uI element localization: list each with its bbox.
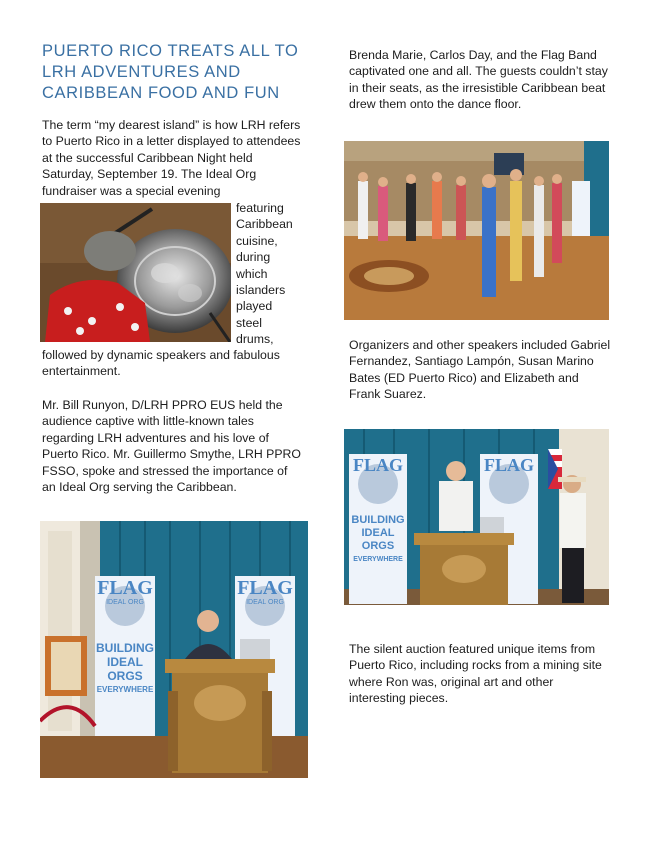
banner-text-left	[95, 641, 155, 697]
steel-drum-photo	[40, 203, 231, 342]
banner-logo-right-2: FLAG	[483, 455, 534, 475]
banner-logo-left-2: FLAG	[352, 455, 403, 475]
runyon-paragraph: Mr. Bill Runyon, D/LRH PPRO EUS held the audience captive with little-known tales regarding LRH adventures and his love of Puerto Rico. Mr. Guillermo Smythe, LRH PPRO FSSO, spoke and stressed the importance of an Ideal Org serving the Caribbean.	[42, 398, 301, 495]
banner-text-left-2	[349, 514, 407, 566]
wrap-line: Caribbean	[236, 217, 293, 232]
banner-line: IDEAL	[361, 527, 395, 539]
organizers-paragraph: Organizers and other speakers included Gabriel Fernandez, Santiago Lampón, Susan Marino Bates (ED Puerto Rico) and Elizabeth and Frank Suarez.	[349, 338, 611, 402]
banner-line: ORGS	[361, 540, 395, 552]
banner-line: BUILDING	[351, 514, 405, 526]
banner-logo-sub-right: IDEAL ORG	[246, 599, 284, 606]
article-title	[42, 41, 312, 104]
wrap-line: played	[236, 299, 273, 314]
banner-line: IDEAL	[107, 655, 143, 669]
wrap-line: steel	[236, 315, 262, 330]
auction-paragraph: The silent auction featured unique items from Puerto Rico, including rocks from a mining site where Ron was, original art and other interesting pieces.	[349, 642, 602, 706]
wrap-line: cuisine,	[236, 233, 278, 248]
wrap-line: during	[236, 250, 271, 265]
title-line-2: LRH ADVENTURES AND	[42, 63, 241, 81]
intro-wrap-column	[236, 200, 306, 348]
banner-logo-sub-left: IDEAL ORG	[106, 599, 144, 606]
intro-paragraph-end: followed by dynamic speakers and fabulous entertainment.	[42, 348, 280, 379]
intro-paragraph: The term “my dearest island” is how LRH refers to Puerto Rico in a letter displayed to attendees at the successful Caribbean Night held Saturday, September 19. The Ideal Org fundraiser was a special evening	[42, 118, 301, 198]
band-paragraph: Brenda Marie, Carlos Day, and the Flag Band captivated one and all. The guests couldn’t stay in their seats, as the irresistible Caribbean beat drew them onto the dance floor.	[349, 48, 608, 112]
title-line-1: PUERTO RICO TREATS ALL TO	[42, 42, 299, 60]
host-podium-photo	[344, 429, 609, 605]
dance-floor-photo	[344, 141, 609, 320]
wrap-line: drums,	[236, 332, 274, 347]
banner-logo-right: FLAG	[237, 577, 293, 599]
banner-line: EVERYWHERE	[96, 685, 154, 694]
title-line-3: CARIBBEAN FOOD AND FUN	[42, 84, 280, 102]
banner-line: ORGS	[107, 669, 143, 683]
banner-line: BUILDING	[96, 641, 154, 655]
banner-line: EVERYWHERE	[353, 556, 403, 563]
wrap-line: featuring	[236, 201, 284, 215]
speaker-podium-photo	[40, 521, 308, 778]
wrap-line: islanders	[236, 283, 286, 298]
wrap-line: which	[236, 266, 268, 281]
banner-logo-left: FLAG	[97, 577, 153, 599]
